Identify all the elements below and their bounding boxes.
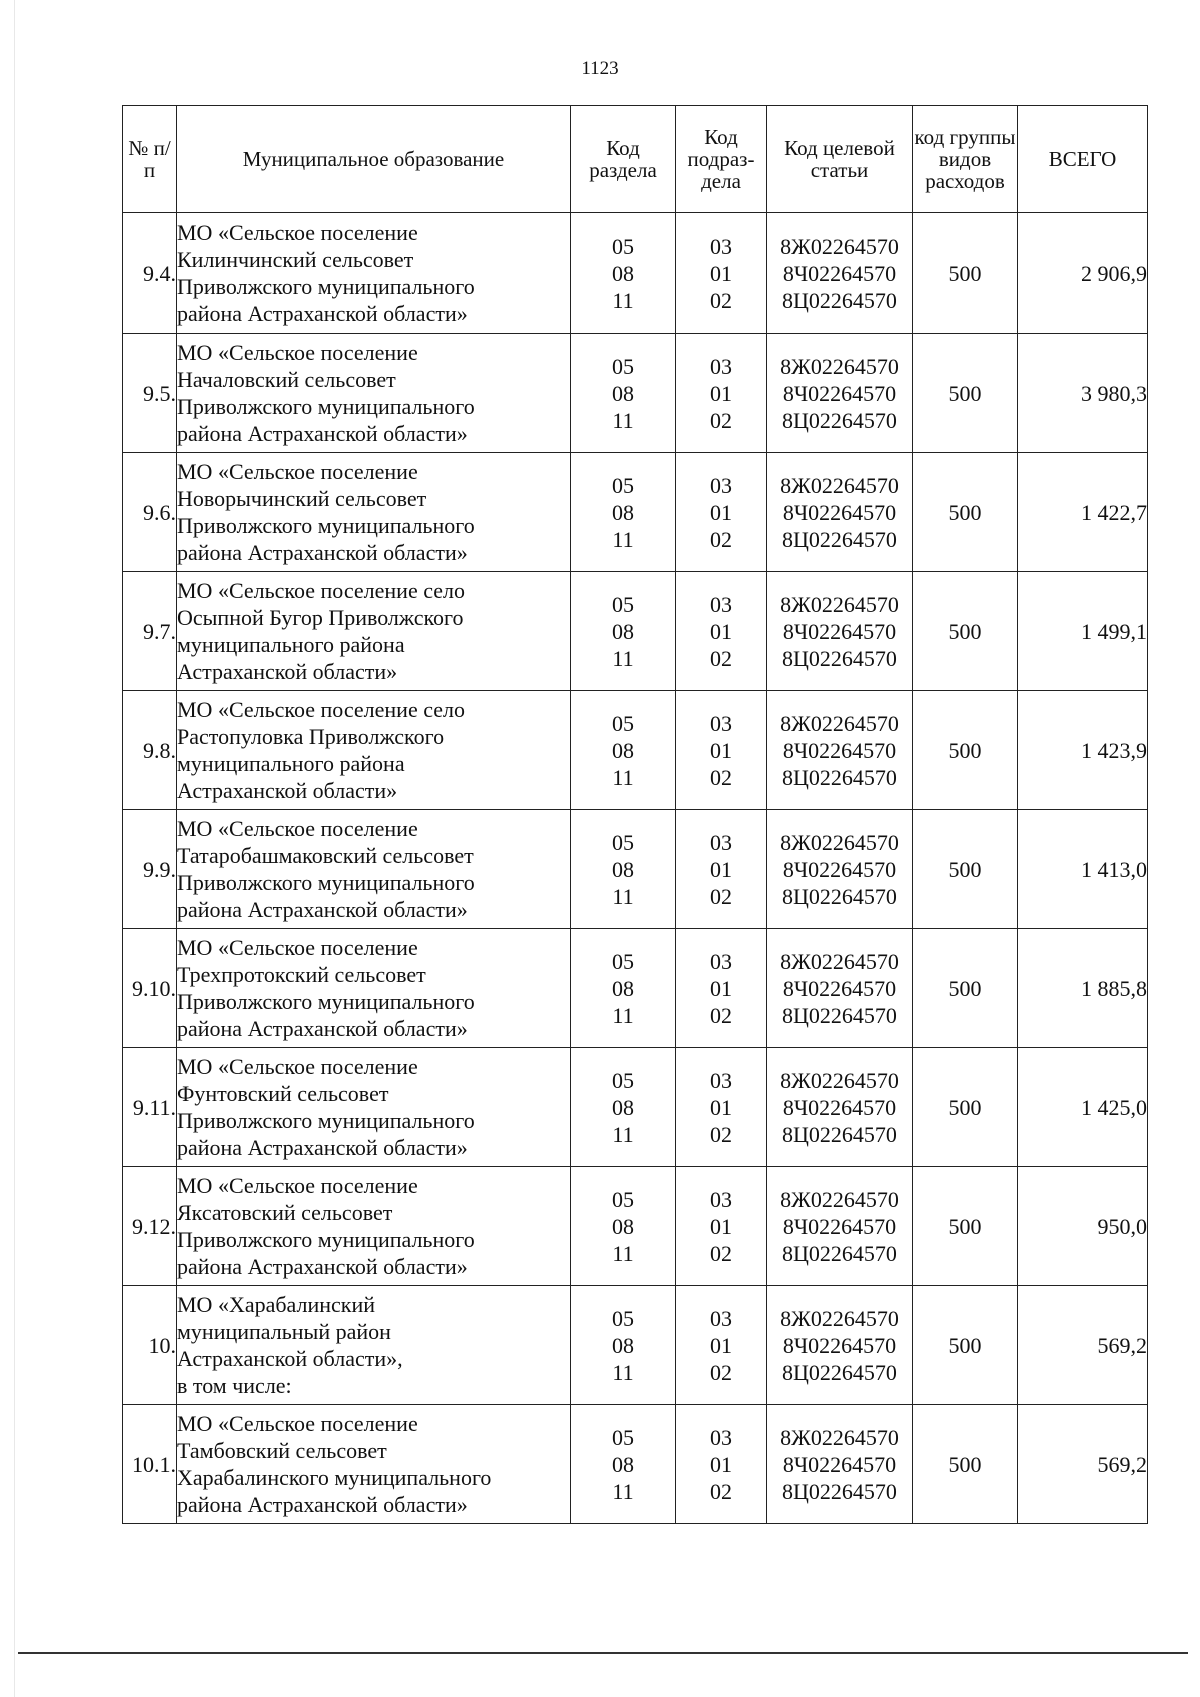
target-codes — [767, 929, 913, 1048]
subsection-codes — [676, 453, 767, 572]
municipality-name-line: Приволжского муниципального — [177, 989, 475, 1014]
target-code: 8Ч02264570 — [782, 1451, 897, 1477]
target-codes — [767, 572, 913, 691]
municipality-name-line: Фунтовский сельсовет — [177, 1081, 389, 1106]
page-number: 1123 — [581, 58, 619, 79]
expense-group-code: 500 — [913, 810, 1018, 929]
total-amount: 3 980,3 — [1018, 334, 1148, 453]
section-code: 08 — [612, 499, 634, 525]
municipality-name-line: района Астраханской области» — [177, 1492, 468, 1517]
total-amount: 569,2 — [1018, 1286, 1148, 1405]
section-code: 08 — [612, 856, 634, 882]
section-codes — [571, 691, 676, 810]
subsection-code: 03 — [710, 710, 732, 736]
expense-group-code: 500 — [913, 929, 1018, 1048]
target-code: 8Ч02264570 — [782, 1094, 897, 1120]
section-codes — [571, 1286, 676, 1405]
total-amount: 1 425,0 — [1018, 1048, 1148, 1167]
target-codes — [767, 1286, 913, 1405]
target-code: 8Ж02264570 — [780, 1305, 899, 1331]
municipality-name-line: Килинчинский сельсовет — [177, 247, 414, 272]
subsection-code: 02 — [710, 407, 732, 433]
target-codes — [767, 334, 913, 453]
subsection-code: 02 — [710, 1121, 732, 1147]
target-code: 8Ж02264570 — [780, 1067, 899, 1093]
header-municipality: Муниципальное образование — [177, 106, 571, 213]
municipality-name-line: Татаробашмаковский сельсовет — [177, 843, 474, 868]
subsection-code: 02 — [710, 1478, 732, 1504]
municipality-name-line: Астраханской области» — [177, 778, 398, 803]
target-codes — [767, 1167, 913, 1286]
municipality-name-line: района Астраханской области» — [177, 540, 468, 565]
municipality-name-line: района Астраханской области» — [177, 301, 468, 326]
subsection-code: 01 — [710, 975, 732, 1001]
target-code: 8Ж02264570 — [780, 710, 899, 736]
municipality-name — [177, 691, 571, 810]
section-code: 05 — [612, 1424, 634, 1450]
row-number: 9.7. — [123, 572, 177, 691]
section-code: 05 — [612, 1067, 634, 1093]
subsection-codes — [676, 1405, 767, 1524]
subsection-code: 03 — [710, 1067, 732, 1093]
municipality-name — [177, 334, 571, 453]
total-amount: 1 413,0 — [1018, 810, 1148, 929]
target-code: 8Ж02264570 — [780, 829, 899, 855]
section-codes — [571, 810, 676, 929]
section-codes — [571, 1167, 676, 1286]
section-code: 08 — [612, 975, 634, 1001]
subsection-code: 01 — [710, 1213, 732, 1239]
municipality-name-line: Приволжского муниципального — [177, 513, 475, 538]
municipality-name-line: МО «Сельское поселение — [177, 220, 418, 245]
municipality-name-line: МО «Сельское поселение — [177, 935, 418, 960]
section-codes — [571, 929, 676, 1048]
subsection-code: 01 — [710, 260, 732, 286]
section-code: 11 — [612, 645, 634, 671]
table-row — [123, 572, 1148, 691]
target-code: 8Ж02264570 — [780, 472, 899, 498]
subsection-codes — [676, 1048, 767, 1167]
municipality-name-line: МО «Сельское поселение — [177, 1054, 418, 1079]
expense-group-code: 500 — [913, 213, 1018, 334]
section-code: 05 — [612, 472, 634, 498]
municipality-name-line: МО «Сельское поселение село — [177, 578, 465, 603]
municipality-name — [177, 572, 571, 691]
target-code: 8Ц02264570 — [782, 287, 897, 313]
subsection-code: 02 — [710, 764, 732, 790]
subsection-code: 03 — [710, 1424, 732, 1450]
table-row — [123, 1048, 1148, 1167]
municipality-name — [177, 213, 571, 334]
row-number: 9.5. — [123, 334, 177, 453]
municipality-name-line: МО «Сельское поселение — [177, 459, 418, 484]
target-code: 8Ч02264570 — [782, 975, 897, 1001]
section-code: 08 — [612, 260, 634, 286]
subsection-code: 03 — [710, 233, 732, 259]
target-codes — [767, 691, 913, 810]
municipality-name-line: Приволжского муниципального — [177, 274, 475, 299]
target-code: 8Ж02264570 — [780, 233, 899, 259]
row-number: 9.11. — [123, 1048, 177, 1167]
subsection-code: 01 — [710, 618, 732, 644]
expense-group-code: 500 — [913, 453, 1018, 572]
total-amount: 569,2 — [1018, 1405, 1148, 1524]
subsection-codes — [676, 810, 767, 929]
municipality-name-line: муниципального района — [177, 751, 405, 776]
subsection-code: 03 — [710, 353, 732, 379]
municipality-name-line: Приволжского муниципального — [177, 870, 475, 895]
section-code: 11 — [612, 526, 634, 552]
target-codes — [767, 453, 913, 572]
target-code: 8Ч02264570 — [782, 618, 897, 644]
section-code: 05 — [612, 1186, 634, 1212]
expense-group-code: 500 — [913, 1286, 1018, 1405]
target-code: 8Ц02264570 — [782, 1121, 897, 1147]
target-code: 8Ц02264570 — [782, 1478, 897, 1504]
municipality-name-line: района Астраханской области» — [177, 1135, 468, 1160]
section-code: 08 — [612, 1332, 634, 1358]
row-number: 9.6. — [123, 453, 177, 572]
municipality-name-line: района Астраханской области» — [177, 1016, 468, 1041]
subsection-codes — [676, 334, 767, 453]
municipality-name — [177, 810, 571, 929]
subsection-code: 01 — [710, 737, 732, 763]
target-code: 8Ц02264570 — [782, 1359, 897, 1385]
subsection-code: 01 — [710, 1451, 732, 1477]
header-section-code: Код раздела — [571, 106, 676, 213]
municipality-name-line: Харабалинского муниципального — [177, 1465, 492, 1490]
target-code: 8Ч02264570 — [782, 1332, 897, 1358]
municipality-name-line: Началовский сельсовет — [177, 367, 396, 392]
section-code: 11 — [612, 764, 634, 790]
section-code: 08 — [612, 618, 634, 644]
target-code: 8Ч02264570 — [782, 380, 897, 406]
municipality-name-line: Осыпной Бугор Приволжского — [177, 605, 464, 630]
section-code: 05 — [612, 1305, 634, 1331]
municipality-name-line: Яксатовский сельсовет — [177, 1200, 393, 1225]
subsection-code: 01 — [710, 1094, 732, 1120]
municipality-name — [177, 1405, 571, 1524]
municipality-name-line: Приволжского муниципального — [177, 1227, 475, 1252]
subsection-code: 03 — [710, 591, 732, 617]
expense-group-code: 500 — [913, 334, 1018, 453]
section-code: 08 — [612, 1451, 634, 1477]
municipality-name-line: района Астраханской области» — [177, 421, 468, 446]
section-codes — [571, 572, 676, 691]
target-code: 8Ц02264570 — [782, 526, 897, 552]
bottom-rule — [18, 1652, 1188, 1654]
subsection-codes — [676, 572, 767, 691]
municipality-name-line: района Астраханской области» — [177, 1254, 468, 1279]
section-code: 05 — [612, 710, 634, 736]
target-code: 8Ж02264570 — [780, 948, 899, 974]
header-total: ВСЕГО — [1018, 106, 1148, 213]
subsection-code: 02 — [710, 1002, 732, 1028]
municipality-name-line: Астраханской области» — [177, 659, 398, 684]
subsection-code: 03 — [710, 829, 732, 855]
target-codes — [767, 1405, 913, 1524]
section-codes — [571, 1048, 676, 1167]
header-num: № п/п — [123, 106, 177, 213]
municipality-name-line: МО «Харабалинский — [177, 1292, 376, 1317]
municipality-name-line: района Астраханской области» — [177, 897, 468, 922]
section-code: 11 — [612, 1121, 634, 1147]
municipality-name-line: Тамбовский сельсовет — [177, 1438, 387, 1463]
target-codes — [767, 1048, 913, 1167]
section-codes — [571, 453, 676, 572]
total-amount: 1 499,1 — [1018, 572, 1148, 691]
target-code: 8Ц02264570 — [782, 1240, 897, 1266]
municipality-name — [177, 929, 571, 1048]
section-code: 11 — [612, 1359, 634, 1385]
subsection-codes — [676, 213, 767, 334]
row-number: 10. — [123, 1286, 177, 1405]
target-code: 8Ч02264570 — [782, 737, 897, 763]
subsection-code: 01 — [710, 499, 732, 525]
municipality-name-line: муниципального района — [177, 632, 405, 657]
subsection-code: 02 — [710, 287, 732, 313]
total-amount: 1 885,8 — [1018, 929, 1148, 1048]
municipality-name-line: Астраханской области», — [177, 1346, 403, 1371]
total-amount: 950,0 — [1018, 1167, 1148, 1286]
target-code: 8Ж02264570 — [780, 591, 899, 617]
section-code: 05 — [612, 353, 634, 379]
total-amount: 1 423,9 — [1018, 691, 1148, 810]
subsection-code: 03 — [710, 1305, 732, 1331]
section-code: 11 — [612, 1002, 634, 1028]
subsection-code: 03 — [710, 1186, 732, 1212]
target-code: 8Ж02264570 — [780, 353, 899, 379]
target-code: 8Ч02264570 — [782, 1213, 897, 1239]
municipality-name-line: МО «Сельское поселение — [177, 1411, 418, 1436]
target-codes — [767, 810, 913, 929]
municipality-name — [177, 1286, 571, 1405]
subsection-code: 01 — [710, 1332, 732, 1358]
subsection-code: 02 — [710, 883, 732, 909]
subsection-code: 01 — [710, 856, 732, 882]
header-expense-group-code: код группы видов расходов — [913, 106, 1018, 213]
expense-group-code: 500 — [913, 691, 1018, 810]
table-row — [123, 453, 1148, 572]
municipality-name-line: Новорычинский сельсовет — [177, 486, 427, 511]
section-code: 05 — [612, 591, 634, 617]
section-code: 08 — [612, 380, 634, 406]
section-code: 11 — [612, 1478, 634, 1504]
section-code: 08 — [612, 1213, 634, 1239]
municipality-name-line: Трехпротокский сельсовет — [177, 962, 426, 987]
header-subsection-code: Код подраз-дела — [676, 106, 767, 213]
subsection-code: 02 — [710, 645, 732, 671]
target-code: 8Ц02264570 — [782, 1002, 897, 1028]
subsection-code: 03 — [710, 472, 732, 498]
target-code: 8Ж02264570 — [780, 1186, 899, 1212]
table-row — [123, 810, 1148, 929]
expense-group-code: 500 — [913, 1405, 1018, 1524]
table-row — [123, 1405, 1148, 1524]
expense-group-code: 500 — [913, 572, 1018, 691]
row-number: 9.8. — [123, 691, 177, 810]
table-row — [123, 1167, 1148, 1286]
municipality-name-line: МО «Сельское поселение село — [177, 697, 465, 722]
table-row — [123, 334, 1148, 453]
municipality-name — [177, 453, 571, 572]
table-row — [123, 691, 1148, 810]
section-codes — [571, 213, 676, 334]
table-body — [123, 213, 1148, 1524]
table-row — [123, 929, 1148, 1048]
expense-group-code: 500 — [913, 1167, 1018, 1286]
municipality-name-line: МО «Сельское поселение — [177, 816, 418, 841]
section-code: 05 — [612, 233, 634, 259]
municipality-name-line: муниципальный район — [177, 1319, 391, 1344]
municipality-name — [177, 1048, 571, 1167]
target-code: 8Ц02264570 — [782, 645, 897, 671]
section-code: 08 — [612, 1094, 634, 1120]
subsection-codes — [676, 691, 767, 810]
municipality-name — [177, 1167, 571, 1286]
subsection-codes — [676, 929, 767, 1048]
row-number: 9.12. — [123, 1167, 177, 1286]
municipality-name-line: Растопуловка Приволжского — [177, 724, 445, 749]
target-code: 8Ц02264570 — [782, 764, 897, 790]
section-code: 05 — [612, 948, 634, 974]
subsection-code: 03 — [710, 948, 732, 974]
target-code: 8Ц02264570 — [782, 407, 897, 433]
target-code: 8Ч02264570 — [782, 856, 897, 882]
section-codes — [571, 334, 676, 453]
budget-table — [122, 105, 1148, 1524]
subsection-code: 02 — [710, 526, 732, 552]
section-code: 11 — [612, 407, 634, 433]
total-amount: 1 422,7 — [1018, 453, 1148, 572]
table-row — [123, 213, 1148, 334]
target-code: 8Ч02264570 — [782, 499, 897, 525]
section-code: 08 — [612, 737, 634, 763]
total-amount: 2 906,9 — [1018, 213, 1148, 334]
row-number: 9.10. — [123, 929, 177, 1048]
section-codes — [571, 1405, 676, 1524]
target-code: 8Ц02264570 — [782, 883, 897, 909]
subsection-code: 02 — [710, 1240, 732, 1266]
target-code: 8Ж02264570 — [780, 1424, 899, 1450]
table-row — [123, 1286, 1148, 1405]
subsection-code: 02 — [710, 1359, 732, 1385]
section-code: 05 — [612, 829, 634, 855]
header-row — [123, 106, 1148, 213]
section-code: 11 — [612, 287, 634, 313]
subsection-codes — [676, 1167, 767, 1286]
target-code: 8Ч02264570 — [782, 260, 897, 286]
municipality-name-line: в том числе: — [177, 1373, 292, 1398]
target-codes — [767, 213, 913, 334]
subsection-code: 01 — [710, 380, 732, 406]
row-number: 9.9. — [123, 810, 177, 929]
row-number: 10.1. — [123, 1405, 177, 1524]
municipality-name-line: Приволжского муниципального — [177, 394, 475, 419]
section-code: 11 — [612, 1240, 634, 1266]
municipality-name-line: Приволжского муниципального — [177, 1108, 475, 1133]
header-target-code: Код целевой статьи — [767, 106, 913, 213]
scan-edge — [14, 0, 15, 1697]
section-code: 11 — [612, 883, 634, 909]
subsection-codes — [676, 1286, 767, 1405]
row-number: 9.4. — [123, 213, 177, 334]
municipality-name-line: МО «Сельское поселение — [177, 340, 418, 365]
expense-group-code: 500 — [913, 1048, 1018, 1167]
municipality-name-line: МО «Сельское поселение — [177, 1173, 418, 1198]
